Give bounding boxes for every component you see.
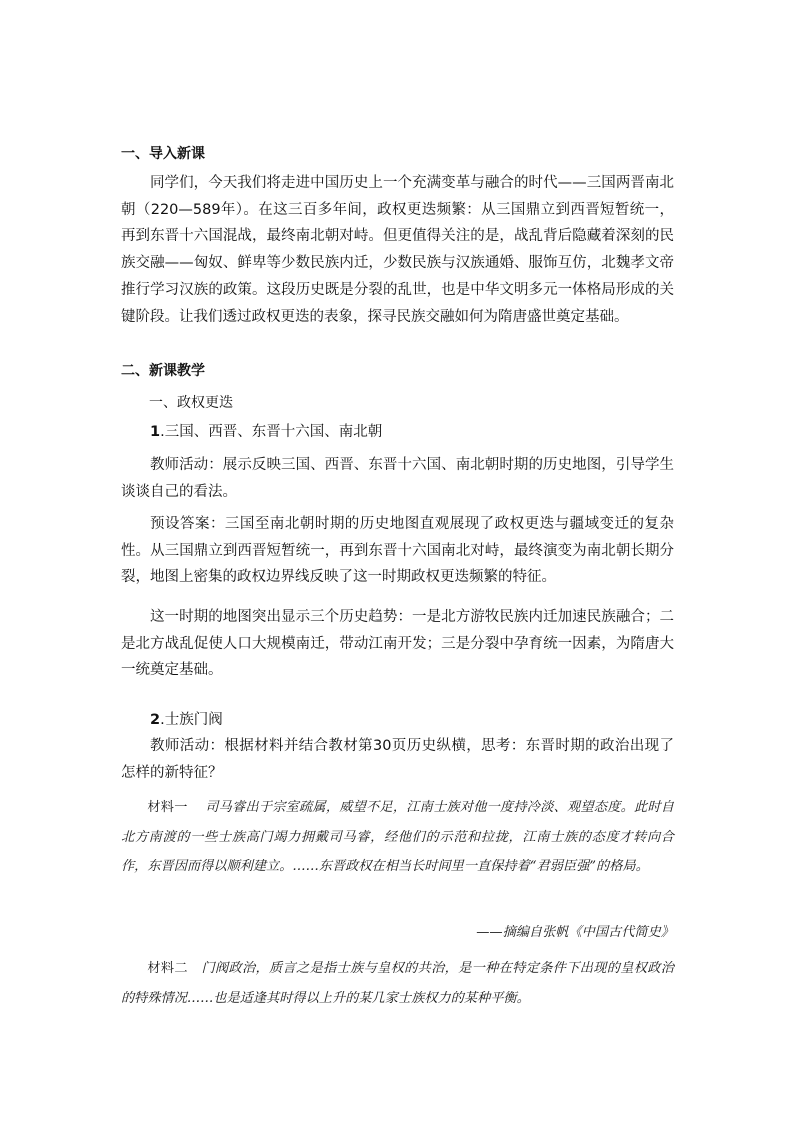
preset-answer-paragraph: 预设答案：三国至南北朝时期的历史地图直观展现了政权更迭与疆域变迁的复杂性。从三国鼎立到西晋短暂统一，再到东晋十六国南北对峙，最终演变为南北朝长期分裂，地图上密集的政权边界线反映了这一时期政权更迭频繁的特征。 [121, 516, 674, 586]
material-one-source: ——摘编自张帆《中国古代简史》 [476, 925, 674, 940]
teacher-activity-2: 教师活动：根据材料并结合教材第30页历史纵横，思考：东晋时期的政治出现了怎样的新特征？ [121, 738, 674, 781]
map-trends-paragraph: 这一时期的地图突出显示三个历史趋势：一是北方游牧民族内迁加速民族融合；二是北方战乱促使人口大规模南迁，带动江南开发；三是分裂中孕育统一因素，为隋唐大一统奠定基础。 [121, 609, 674, 679]
material-two-label: 材料二 [147, 961, 188, 976]
material-two-text: 门阀政治，质言之是指士族与皇权的共治，是一种在特定条件下出现的皇权政治的特殊情况……也是适逢其时得以上升的某几家士族权力的某种平衡。 [121, 961, 674, 1006]
item-title-2: .士族门阀 [160, 712, 223, 728]
subsection-title-regime-change: 一、政权更迭 [149, 395, 233, 411]
material-two-quote [121, 954, 674, 1013]
item-number-1: 1 [150, 424, 161, 440]
section-heading-intro: 一、导入新课 [121, 146, 205, 162]
teacher-activity-1: 教师活动：展示反映三国、西晋、东晋十六国、南北朝时期的历史地图，引导学生谈谈自己的看法。 [121, 457, 674, 500]
item-title-1: .三国、西晋、东晋十六国、南北朝 [160, 424, 383, 440]
intro-paragraph: 同学们，今天我们将走进中国历史上一个充满变革与融合的时代——三国两晋南北朝（220—589年）。在这三百多年间，政权更迭频繁：从三国鼎立到西晋短暂统一，再到东晋十六国混战，最终南北朝对峙。但更值得关注的是，战乱背后隐藏着深刻的民族交融——匈奴、鲜卑等少数民族内迁，少数民族与汉族通婚、服饰互仿，北魏孝文帝推行学习汉族的政策。这段历史既是分裂的乱世，也是中华文明多元一体格局形成的关键阶段。让我们透过政权更迭的表象，探寻民族交融如何为隋唐盛世奠定基础。 [121, 175, 674, 325]
material-one-quote [121, 793, 674, 882]
section-heading-teaching: 二、新课教学 [121, 363, 205, 379]
item-heading-2 [121, 708, 674, 732]
item-heading-1 [121, 420, 674, 444]
material-one-text: 司马睿出于宗室疏属，威望不足，江南士族对他一度持冷淡、观望态度。此时自北方南渡的一些士族高门竭力拥戴司马睿，经他们的示范和拉拢，江南士族的态度才转向合作，东晋因而得以顺利建立。……东晋政权在相当长时间里一直保持着“君弱臣强”的格局。 [121, 800, 674, 874]
material-one-label: 材料一 [147, 800, 188, 815]
item-number-2: 2 [150, 712, 161, 728]
